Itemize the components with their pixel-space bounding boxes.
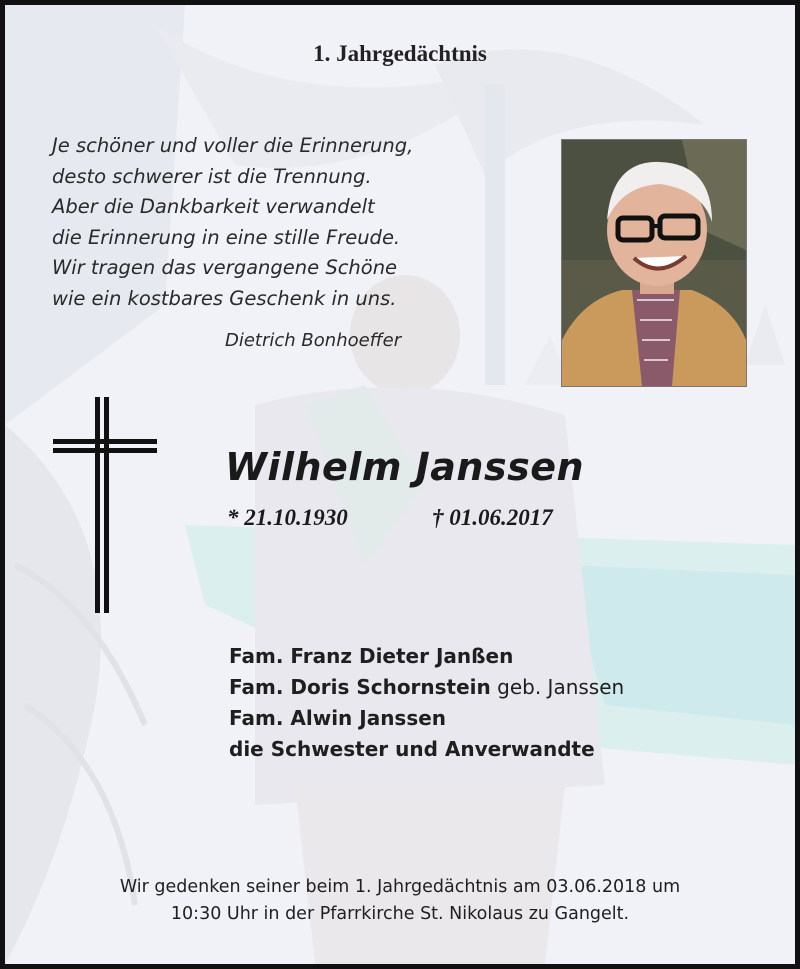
birth-date: * 21.10.1930 — [227, 505, 348, 530]
family-name-suffix: geb. Janssen — [490, 675, 625, 699]
deceased-name: Wilhelm Janssen — [225, 445, 585, 489]
portrait-photo — [561, 139, 747, 387]
family-name: die Schwester und Anverwandte — [229, 737, 595, 761]
poem-line: desto schwerer ist die Trennung. — [52, 164, 372, 188]
page-title: 1. Jahrgedächtnis — [313, 41, 487, 66]
poem-line: Wir tragen das vergangene Schöne — [52, 256, 398, 279]
footer-line: 10:30 Uhr in der Pfarrkirche St. Nikolaus zu Gangelt. — [170, 904, 630, 924]
latin-cross-icon — [53, 397, 157, 613]
family-line — [229, 672, 624, 703]
family-line — [229, 641, 624, 672]
poem-line: Aber die Dankbarkeit verwandelt — [52, 195, 375, 218]
family-list — [229, 641, 624, 765]
poem-line: wie ein kostbares Geschenk in uns. — [52, 286, 397, 310]
footer-line: Wir gedenken seiner beim 1. Jahrgedächtnis am 03.06.2018 um — [119, 877, 681, 897]
family-name: Fam. Alwin Janssen — [229, 706, 447, 730]
family-name: Fam. Franz Dieter Janßen — [229, 644, 514, 668]
poem-author: Dietrich Bonhoeffer — [225, 330, 402, 351]
poem-line: Je schöner und voller die Erinnerung, — [52, 134, 414, 157]
family-line — [229, 703, 624, 734]
poem — [52, 131, 472, 314]
family-line — [229, 734, 624, 765]
family-name: Fam. Doris Schornstein — [229, 675, 491, 699]
poem-line: die Erinnerung in eine stille Freude. — [52, 225, 401, 249]
memorial-service-info — [5, 874, 795, 928]
death-date: † 01.06.2017 — [432, 505, 553, 530]
